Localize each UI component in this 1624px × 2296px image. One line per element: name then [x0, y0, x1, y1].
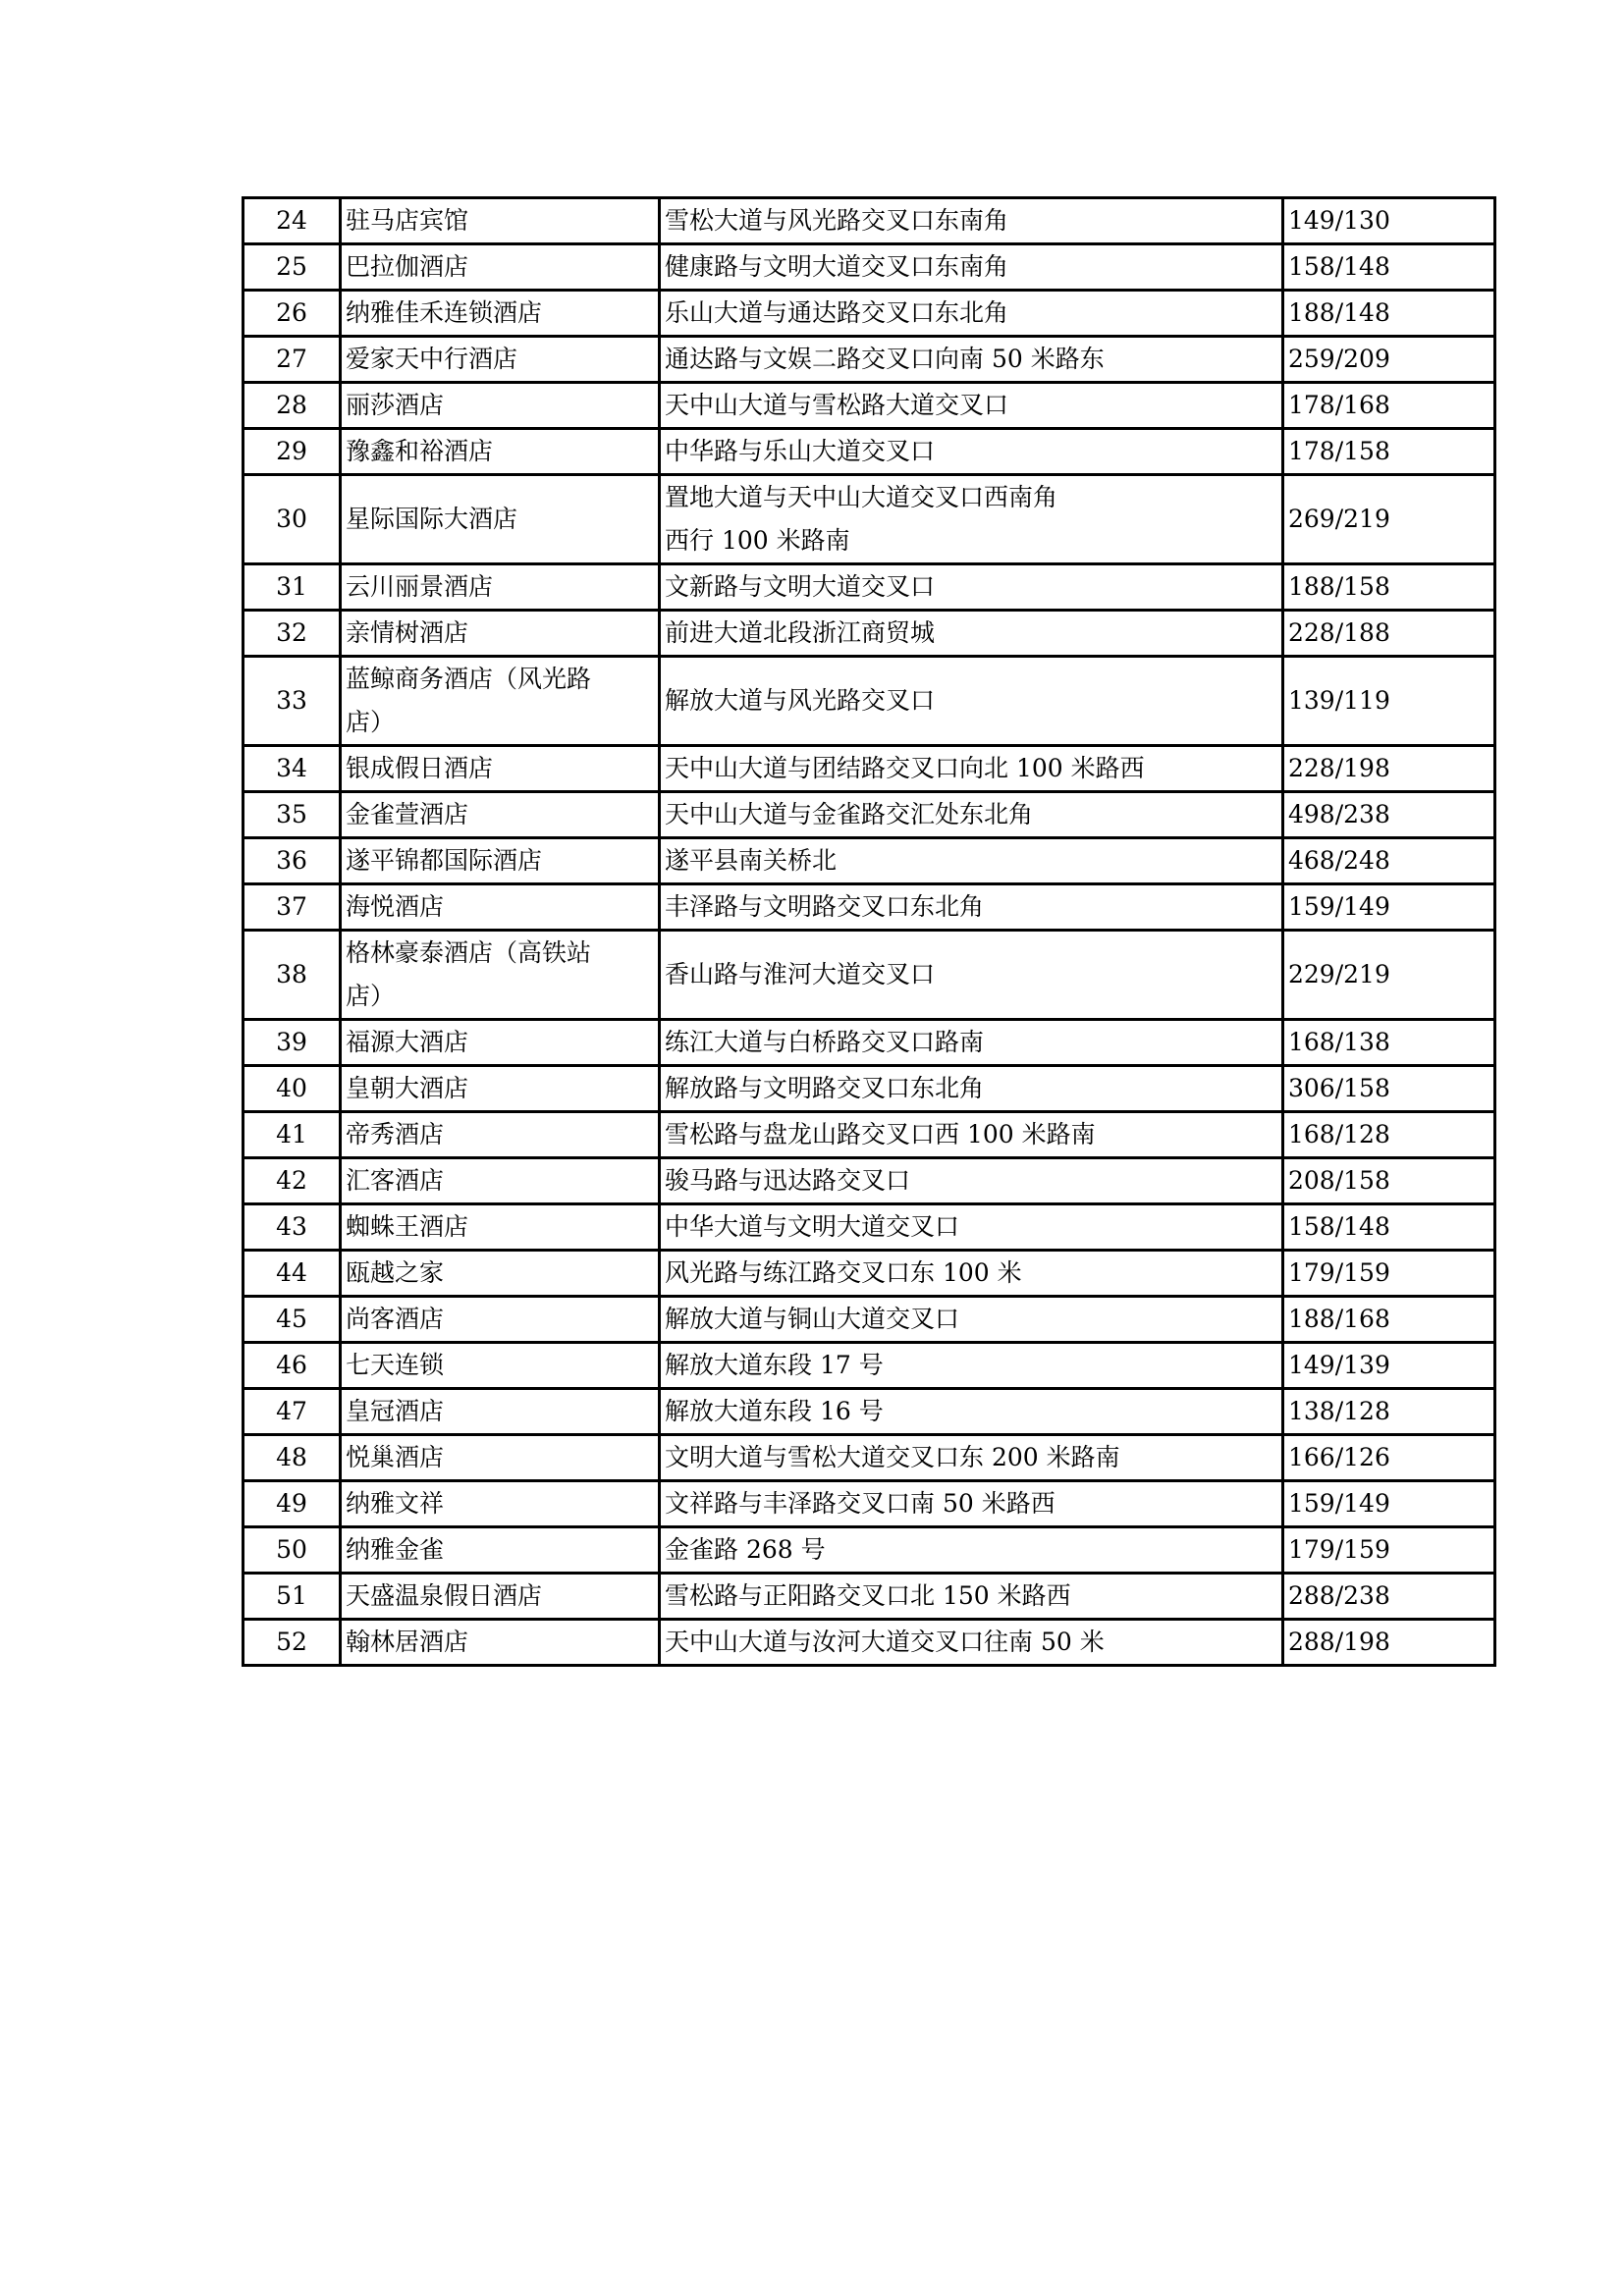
row-number: 33 [244, 657, 341, 746]
hotel-address: 中华路与乐山大道交叉口 [660, 429, 1283, 475]
hotel-address: 骏马路与迅达路交叉口 [660, 1158, 1283, 1204]
hotel-price: 149/139 [1283, 1343, 1495, 1389]
table-row [244, 1020, 1495, 1066]
hotel-price: 269/219 [1283, 475, 1495, 564]
hotel-address: 天中山大道与金雀路交汇处东北角 [660, 792, 1283, 838]
row-number: 37 [244, 884, 341, 931]
row-number: 51 [244, 1574, 341, 1620]
row-number: 52 [244, 1620, 341, 1666]
row-number: 47 [244, 1389, 341, 1435]
table-row [244, 884, 1495, 931]
hotel-name: 纳雅金雀 [341, 1527, 660, 1574]
hotel-address: 健康路与文明大道交叉口东南角 [660, 244, 1283, 291]
hotel-name: 星际国际大酒店 [341, 475, 660, 564]
row-number: 30 [244, 475, 341, 564]
hotel-price: 179/159 [1283, 1527, 1495, 1574]
row-number: 41 [244, 1112, 341, 1158]
name-line-1: 格林豪泰酒店（高铁站 [346, 938, 592, 967]
table-row [244, 1158, 1495, 1204]
hotel-address: 解放路与文明路交叉口东北角 [660, 1066, 1283, 1112]
hotel-name [341, 931, 660, 1020]
hotel-price: 138/128 [1283, 1389, 1495, 1435]
hotel-address: 天中山大道与雪松路大道交叉口 [660, 383, 1283, 429]
table-row [244, 1481, 1495, 1527]
hotel-name: 蜘蛛王酒店 [341, 1204, 660, 1251]
hotel-name: 悦巢酒店 [341, 1435, 660, 1481]
hotel-name: 巴拉伽酒店 [341, 244, 660, 291]
row-number: 29 [244, 429, 341, 475]
table-row [244, 1066, 1495, 1112]
table-row [244, 337, 1495, 383]
row-number: 44 [244, 1251, 341, 1297]
hotel-price: 468/248 [1283, 838, 1495, 884]
row-number: 31 [244, 564, 341, 611]
hotel-address: 雪松大道与风光路交叉口东南角 [660, 198, 1283, 244]
hotel-address: 文新路与文明大道交叉口 [660, 564, 1283, 611]
hotel-name: 汇客酒店 [341, 1158, 660, 1204]
table-row [244, 198, 1495, 244]
hotel-price: 188/168 [1283, 1297, 1495, 1343]
hotel-price: 208/158 [1283, 1158, 1495, 1204]
hotel-address: 练江大道与白桥路交叉口路南 [660, 1020, 1283, 1066]
hotel-price: 168/138 [1283, 1020, 1495, 1066]
hotel-address: 解放大道与风光路交叉口 [660, 657, 1283, 746]
table-row [244, 931, 1495, 1020]
table-row [244, 838, 1495, 884]
row-number: 50 [244, 1527, 341, 1574]
hotel-price: 229/219 [1283, 931, 1495, 1020]
hotel-address: 雪松路与正阳路交叉口北 150 米路西 [660, 1574, 1283, 1620]
hotel-name: 天盛温泉假日酒店 [341, 1574, 660, 1620]
name-line-2: 店） [346, 708, 396, 736]
hotel-name: 福源大酒店 [341, 1020, 660, 1066]
hotel-address: 中华大道与文明大道交叉口 [660, 1204, 1283, 1251]
table-row [244, 291, 1495, 337]
hotel-name [341, 657, 660, 746]
hotel-name: 海悦酒店 [341, 884, 660, 931]
table-row [244, 611, 1495, 657]
hotel-address: 遂平县南关桥北 [660, 838, 1283, 884]
hotel-price: 178/168 [1283, 383, 1495, 429]
hotel-name: 纳雅佳禾连锁酒店 [341, 291, 660, 337]
row-number: 48 [244, 1435, 341, 1481]
hotel-price: 159/149 [1283, 1481, 1495, 1527]
row-number: 49 [244, 1481, 341, 1527]
hotel-name: 爱家天中行酒店 [341, 337, 660, 383]
row-number: 25 [244, 244, 341, 291]
address-line-1: 置地大道与天中山大道交叉口西南角 [665, 483, 1058, 511]
hotel-name: 帝秀酒店 [341, 1112, 660, 1158]
hotel-name: 尚客酒店 [341, 1297, 660, 1343]
hotel-price: 228/188 [1283, 611, 1495, 657]
hotel-name: 皇冠酒店 [341, 1389, 660, 1435]
hotel-address: 天中山大道与团结路交叉口向北 100 米路西 [660, 746, 1283, 792]
table-row [244, 475, 1495, 564]
hotel-name: 驻马店宾馆 [341, 198, 660, 244]
hotel-address: 解放大道东段 17 号 [660, 1343, 1283, 1389]
hotel-price: 188/148 [1283, 291, 1495, 337]
hotel-price: 168/128 [1283, 1112, 1495, 1158]
hotel-name: 纳雅文祥 [341, 1481, 660, 1527]
hotel-price: 158/148 [1283, 244, 1495, 291]
hotel-address [660, 475, 1283, 564]
hotel-address: 丰泽路与文明路交叉口东北角 [660, 884, 1283, 931]
table-row [244, 1112, 1495, 1158]
row-number: 45 [244, 1297, 341, 1343]
hotel-name: 银成假日酒店 [341, 746, 660, 792]
table-row [244, 1620, 1495, 1666]
table-row [244, 564, 1495, 611]
hotel-price: 179/159 [1283, 1251, 1495, 1297]
hotel-price: 498/238 [1283, 792, 1495, 838]
table-row [244, 383, 1495, 429]
hotel-name: 豫鑫和裕酒店 [341, 429, 660, 475]
row-number: 24 [244, 198, 341, 244]
table-row [244, 792, 1495, 838]
hotel-address: 天中山大道与汝河大道交叉口往南 50 米 [660, 1620, 1283, 1666]
hotel-name: 瓯越之家 [341, 1251, 660, 1297]
row-number: 36 [244, 838, 341, 884]
hotel-address: 文明大道与雪松大道交叉口东 200 米路南 [660, 1435, 1283, 1481]
hotel-price: 166/126 [1283, 1435, 1495, 1481]
hotel-address: 雪松路与盘龙山路交叉口西 100 米路南 [660, 1112, 1283, 1158]
row-number: 27 [244, 337, 341, 383]
row-number: 39 [244, 1020, 341, 1066]
table-row [244, 429, 1495, 475]
hotel-address: 金雀路 268 号 [660, 1527, 1283, 1574]
hotel-name: 云川丽景酒店 [341, 564, 660, 611]
hotel-address: 解放大道与铜山大道交叉口 [660, 1297, 1283, 1343]
hotel-price: 188/158 [1283, 564, 1495, 611]
row-number: 42 [244, 1158, 341, 1204]
row-number: 26 [244, 291, 341, 337]
hotel-price: 288/238 [1283, 1574, 1495, 1620]
hotel-price: 159/149 [1283, 884, 1495, 931]
row-number: 32 [244, 611, 341, 657]
table-row [244, 1435, 1495, 1481]
hotel-address: 前进大道北段浙江商贸城 [660, 611, 1283, 657]
hotel-name: 金雀萱酒店 [341, 792, 660, 838]
row-number: 46 [244, 1343, 341, 1389]
hotel-price: 139/119 [1283, 657, 1495, 746]
hotel-address: 乐山大道与通达路交叉口东北角 [660, 291, 1283, 337]
table-row [244, 657, 1495, 746]
name-line-2: 店） [346, 982, 396, 1010]
table-row [244, 1204, 1495, 1251]
hotel-address: 解放大道东段 16 号 [660, 1389, 1283, 1435]
hotel-address: 香山路与淮河大道交叉口 [660, 931, 1283, 1020]
hotel-address: 通达路与文娱二路交叉口向南 50 米路东 [660, 337, 1283, 383]
table-row [244, 1574, 1495, 1620]
hotel-name: 翰林居酒店 [341, 1620, 660, 1666]
table-row [244, 1251, 1495, 1297]
row-number: 43 [244, 1204, 341, 1251]
table-row [244, 1389, 1495, 1435]
table-row [244, 1527, 1495, 1574]
hotel-name: 遂平锦都国际酒店 [341, 838, 660, 884]
table-row [244, 1343, 1495, 1389]
hotel-name: 七天连锁 [341, 1343, 660, 1389]
hotel-price: 259/209 [1283, 337, 1495, 383]
table-row [244, 746, 1495, 792]
table-row [244, 1297, 1495, 1343]
table-row [244, 244, 1495, 291]
row-number: 40 [244, 1066, 341, 1112]
hotel-address: 风光路与练江路交叉口东 100 米 [660, 1251, 1283, 1297]
hotel-name: 亲情树酒店 [341, 611, 660, 657]
hotel-name: 丽莎酒店 [341, 383, 660, 429]
hotel-price: 149/130 [1283, 198, 1495, 244]
hotel-price: 228/198 [1283, 746, 1495, 792]
row-number: 38 [244, 931, 341, 1020]
hotel-name: 皇朝大酒店 [341, 1066, 660, 1112]
hotel-price: 288/198 [1283, 1620, 1495, 1666]
hotel-price: 306/158 [1283, 1066, 1495, 1112]
row-number: 28 [244, 383, 341, 429]
hotel-price: 178/158 [1283, 429, 1495, 475]
address-line-2: 西行 100 米路南 [665, 526, 850, 555]
row-number: 35 [244, 792, 341, 838]
hotel-table [242, 196, 1496, 1667]
hotel-price: 158/148 [1283, 1204, 1495, 1251]
row-number: 34 [244, 746, 341, 792]
name-line-1: 蓝鲸商务酒店（风光路 [346, 665, 592, 693]
hotel-address: 文祥路与丰泽路交叉口南 50 米路西 [660, 1481, 1283, 1527]
